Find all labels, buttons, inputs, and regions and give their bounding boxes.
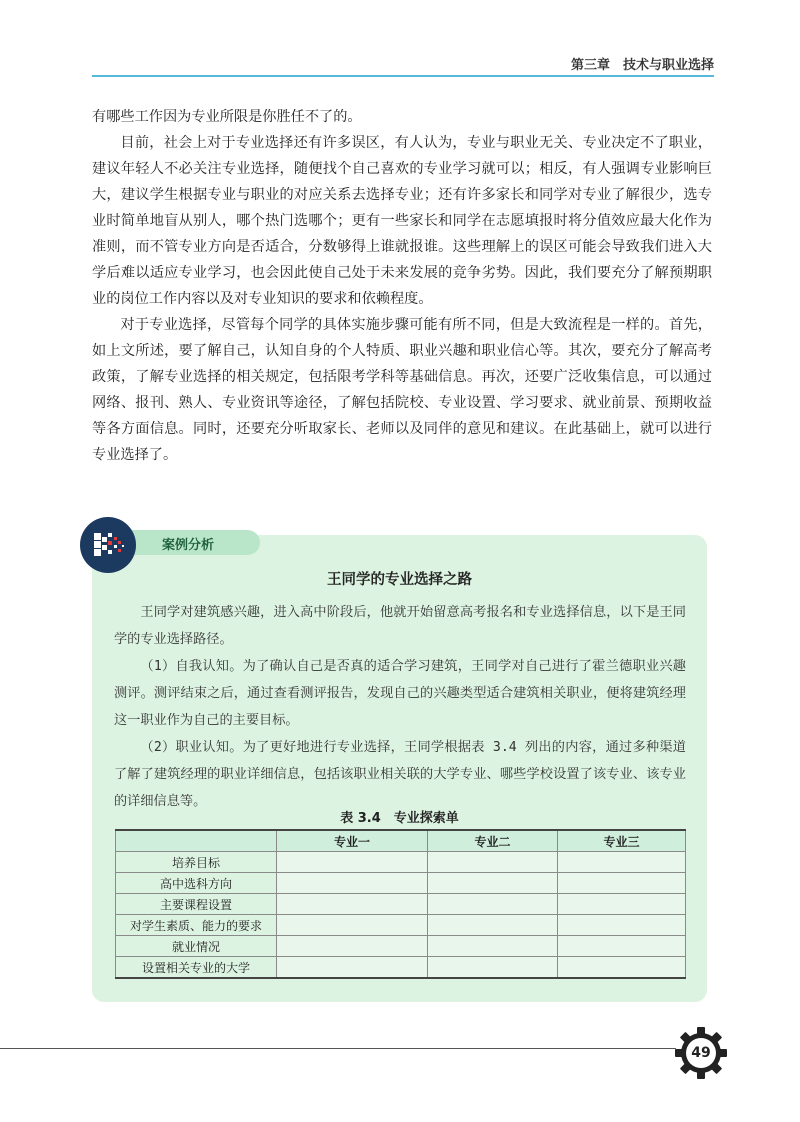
case-paragraph: （2）职业认知。为了更好地进行专业选择，王同学根据表 3.4 列出的内容，通过多种渠道了解了建筑经理的职业详细信息，包括该职业相关联的大学专业、哪些学校设置了该专业、该专业的详细信息等。 bbox=[114, 740, 686, 809]
blank-cell bbox=[277, 894, 428, 915]
body-paragraph: 目前，社会上对于专业选择还有许多误区，有人认为，专业与职业无关、专业决定不了职业，建议年轻人不必关注专业选择，随便找个自己喜欢的专业学习就可以；相反，有人强调专业影响巨大，建议学生根据专业与职业的对应关系去选择专业；还有许多家长和同学对专业了解很少，选专业时简单地盲从别人，哪个热门选哪个；更有一些家长和同学在志愿填报时将分值效应最大化作为准则，而不管专业方向是否适合，分数够得上谁就报谁。这些理解上的误区可能会导致我们进入大学后难以适应专业学习，也会因此使自己处于未来发展的竞争劣势。因此，我们要充分了解预期职业的岗位工作内容以及对专业知识的要求和依赖程度。 bbox=[92, 135, 712, 307]
row-label: 主要课程设置 bbox=[116, 894, 277, 915]
blank-cell bbox=[558, 852, 686, 873]
page-number: 49 bbox=[691, 1045, 711, 1061]
row-label: 培养目标 bbox=[116, 852, 277, 873]
case-paragraph: 王同学对建筑感兴趣，进入高中阶段后，他就开始留意高考报名和专业选择信息，以下是王同学的专业选择路径。 bbox=[114, 605, 686, 647]
table-row bbox=[116, 957, 686, 979]
blank-cell bbox=[558, 873, 686, 894]
blank-cell bbox=[428, 873, 558, 894]
row-label: 就业情况 bbox=[116, 936, 277, 957]
chapter-title: 第三章 技术与职业选择 bbox=[570, 58, 714, 73]
blank-cell bbox=[428, 936, 558, 957]
blank-cell bbox=[277, 852, 428, 873]
table-row bbox=[116, 894, 686, 915]
case-analysis-badge-icon bbox=[80, 517, 136, 573]
row-label: 对学生素质、能力的要求 bbox=[116, 915, 277, 936]
blank-cell bbox=[277, 915, 428, 936]
case-analysis-label: 案例分析 bbox=[162, 538, 215, 553]
blank-cell bbox=[277, 957, 428, 979]
blank-cell bbox=[558, 894, 686, 915]
header-divider bbox=[92, 75, 714, 77]
blank-cell bbox=[277, 936, 428, 957]
table-caption: 表 3.4 专业探索单 bbox=[340, 811, 459, 826]
case-title: 王同学的专业选择之路 bbox=[327, 572, 472, 588]
row-label: 高中选科方向 bbox=[116, 873, 277, 894]
table-row bbox=[116, 873, 686, 894]
table-row bbox=[116, 936, 686, 957]
table-header-row bbox=[116, 830, 686, 852]
table-header-cell bbox=[116, 830, 277, 852]
blank-cell bbox=[558, 957, 686, 979]
body-paragraph: 有哪些工作因为专业所限是你胜任不了的。 bbox=[92, 109, 362, 125]
blank-cell bbox=[558, 936, 686, 957]
table-header-cell: 专业二 bbox=[428, 830, 558, 852]
table-header-cell: 专业三 bbox=[558, 830, 686, 852]
blank-cell bbox=[277, 873, 428, 894]
blank-cell bbox=[428, 894, 558, 915]
table-header-cell: 专业一 bbox=[277, 830, 428, 852]
blank-cell bbox=[428, 957, 558, 979]
blank-cell bbox=[428, 915, 558, 936]
major-exploration-table bbox=[115, 829, 686, 979]
table-row bbox=[116, 915, 686, 936]
row-label: 设置相关专业的大学 bbox=[116, 957, 277, 979]
blank-cell bbox=[428, 852, 558, 873]
case-paragraph: （1）自我认知。为了确认自己是否真的适合学习建筑，王同学对自己进行了霍兰德职业兴趣测评。测评结束之后，通过查看测评报告，发现自己的兴趣类型适合建筑相关职业，便将建筑经理这一职业作为自己的主要目标。 bbox=[114, 659, 686, 728]
body-paragraph: 对于专业选择，尽管每个同学的具体实施步骤可能有所不同，但是大致流程是一样的。首先，如上文所述，要了解自己，认知自身的个人特质、职业兴趣和职业信心等。其次，要充分了解高考政策，了解专业选择的相关规定，包括限考学科等基础信息。再次，还要广泛收集信息，可以通过网络、报刊、熟人、专业资讯等途径，了解包括院校、专业设置、学习要求、就业前景、预期收益等各方面信息。同时，还要充分听取家长、老师以及同伴的意见和建议。在此基础上，就可以进行专业选择了。 bbox=[92, 317, 712, 463]
table-row bbox=[116, 852, 686, 873]
pixel-pattern-icon bbox=[80, 517, 136, 573]
case-text bbox=[114, 599, 686, 815]
blank-cell bbox=[558, 915, 686, 936]
body-text bbox=[92, 104, 712, 468]
footer-divider bbox=[0, 1048, 676, 1049]
